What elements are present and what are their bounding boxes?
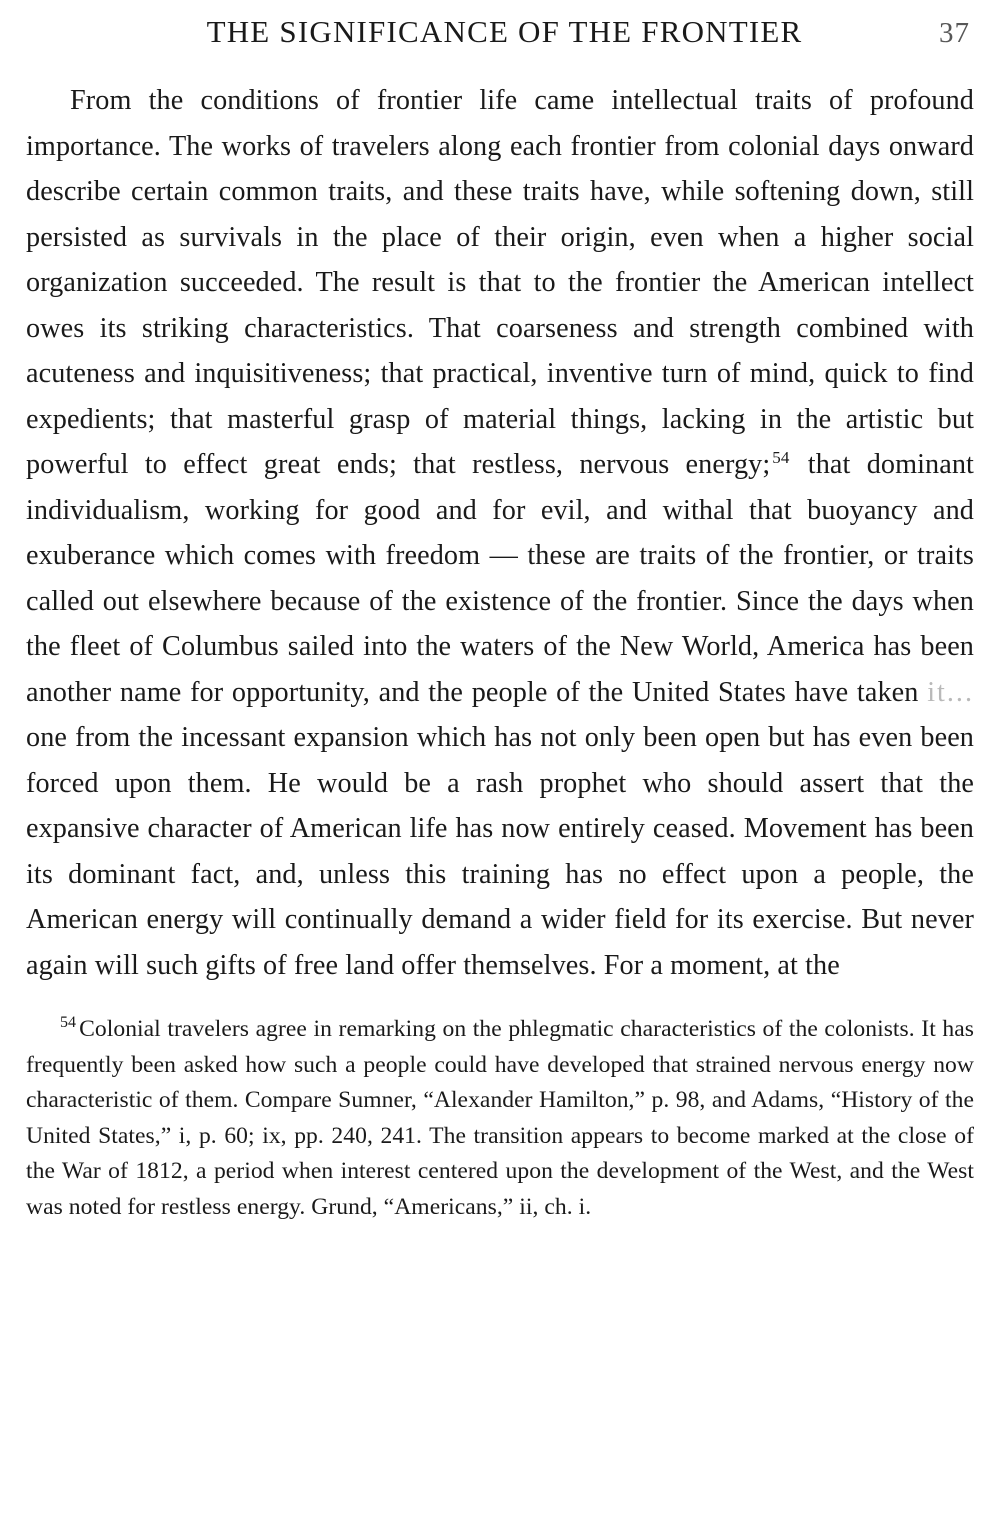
body-text-part-1: From the conditions of frontier life came intellectual traits of profound importance. The works of travelers along each frontier from colonial days onward describe certain common traits, and these traits have, while softening down, still persisted as survivals in the place of their origin, even when a higher social organization succeeded. The result is that to the frontier the American intellect owes its striking characteristics. That coarseness and strength combined with acuteness and inquisitiveness; that practical, inventive turn of mind, quick to find expedients; that masterful grasp of material things, lacking in the artistic but powerful to effect great ends; that restless, nervous energy; (26, 85, 974, 480)
body-paragraph (26, 78, 974, 988)
smudged-text: it... (927, 676, 974, 708)
page-number: 37 (939, 17, 970, 49)
footnote-reference[interactable]: 54 (772, 447, 790, 467)
running-head (26, 14, 974, 50)
footnote-text: Colonial travelers agree in remarking on the phlegmatic characteristics of the colonists. It has frequently been asked how such a people could have developed that strained nervous energy now characteristic of them. Compare Sumner, “Alexander Hamilton,” p. 98, and Adams, “History of the United States,” i, p. 60; ix, pp. 240, 241. The transition appears to become marked at the close of the War of 1812, a period when interest centered upon the development of the West, and the West was noted for restless energy. Grund, “Americans,” ii, ch. i. (26, 1016, 974, 1220)
body-text-part-2: that dominant individualism, working for good and for evil, and withal that buoyancy and exuberance which comes with freedom — these are traits of the frontier, or traits called out elsewhere because of the existence of the frontier. Since the days when the fleet of Columbus sailed into the waters of the New World, America has been another name for opportunity, and the people of the United States have taken (26, 449, 974, 708)
footnote-block (26, 1012, 974, 1225)
page-title: THE SIGNIFICANCE OF THE FRONTIER (206, 14, 803, 49)
body-text-part-3: one from the incessant expansion which has not only been open but has even been forced upon them. He would be a rash prophet who should assert that the expansive character of American life has now entirely ceased. Movement has been its dominant fact, and, unless this training has no effect upon a people, the American energy will continually demand a wider field for its exercise. But never again will such gifts of free land offer themselves. For a moment, at the (26, 722, 974, 981)
footnote-number: 54 (60, 1014, 77, 1032)
